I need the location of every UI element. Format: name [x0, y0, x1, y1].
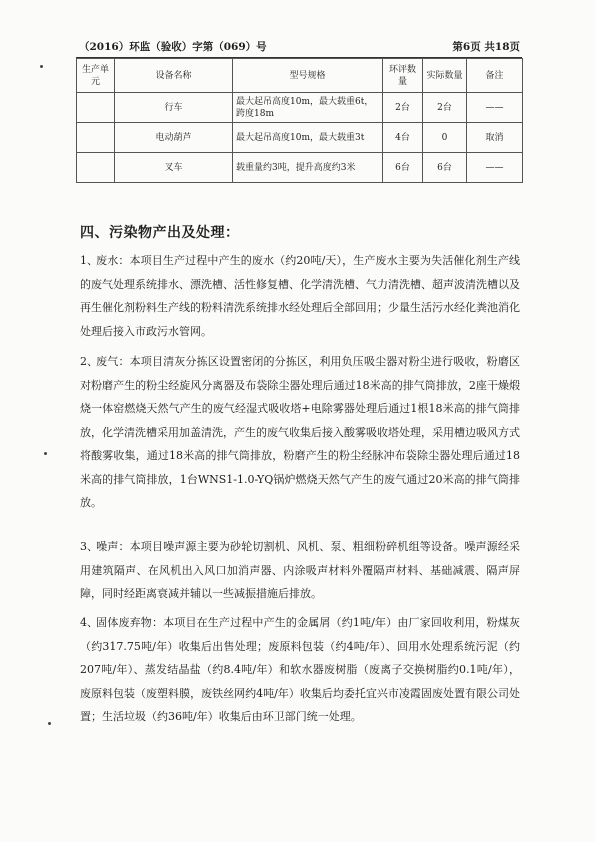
- cell-note: ——: [467, 153, 523, 183]
- cell-planned: 4台: [383, 123, 423, 153]
- column-header-actual: 实际数量: [423, 59, 467, 93]
- table-row: [77, 153, 523, 183]
- paragraph-waste-gas: [80, 350, 520, 515]
- table-header-row: [77, 59, 523, 93]
- cell-spec: 最大起吊高度10m，最大载重6t，跨度18m: [233, 93, 383, 123]
- paragraph-solid-waste: [80, 611, 520, 729]
- table-row: [77, 93, 523, 123]
- paragraph-number: 1、: [80, 254, 98, 267]
- cell-unit: [77, 153, 115, 183]
- cell-planned: 2台: [383, 93, 423, 123]
- paragraph-noise: [80, 535, 520, 606]
- cell-name: 电动葫芦: [115, 123, 233, 153]
- cell-note: 取消: [467, 123, 523, 153]
- cell-note: ——: [467, 93, 523, 123]
- cell-unit: [77, 93, 115, 123]
- cell-name: 叉车: [115, 153, 233, 183]
- cell-planned: 6台: [383, 153, 423, 183]
- paragraph-number: 2、: [80, 355, 98, 368]
- cell-name: 行车: [115, 93, 233, 123]
- cell-actual: 0: [423, 123, 467, 153]
- table-row: [77, 123, 523, 153]
- paragraph-wastewater: [80, 249, 520, 343]
- paragraph-number: 4、: [80, 616, 98, 629]
- paragraph-number: 3、: [80, 540, 98, 553]
- scan-speck: [44, 452, 47, 455]
- paragraph-text: 固体废弃物：本项目在生产过程中产生的金属屑（约1吨/年）由厂家回收利用，粉煤灰（约317.75吨/年）收集后出售处理；废原料包装（约4吨/年）、回用水处理系统污泥（约207吨/年）、蒸发结晶盐（约8.4吨/年）和软水器废树脂（废离子交换树脂约0.1吨/年），废原料包装（废塑料膜，废铁丝网约4吨/年）收集后均委托宜兴市凌霞固废处置有限公司处置；生活垃圾（约36吨/年）收集后由环卫部门统一处理。: [80, 616, 520, 723]
- scan-speck: [40, 65, 43, 68]
- page-header: [79, 37, 520, 53]
- page-number: 第6页 共18页: [452, 41, 520, 53]
- cell-spec: 载重量约3吨，提升高度约3米: [233, 153, 383, 183]
- column-header-name: 设备名称: [115, 59, 233, 93]
- equipment-table: [76, 58, 523, 183]
- paragraph-text: 废水：本项目生产过程中产生的废水（约20吨/天），生产废水主要为失活催化剂生产线的废气处理系统排水、漂洗槽、活性修复槽、化学清洗槽、气力清洗槽、超声波清洗槽以及再生催化剂粉料生产线的粉料清洗系统排水经处理后全部回用；少量生活污水经化粪池消化处理后接入市政污水管网。: [80, 254, 520, 338]
- column-header-unit: 生产单元: [77, 59, 115, 93]
- paragraph-text: 废气：本项目清灰分拣区设置密闭的分拣区，利用负压吸尘器对粉尘进行吸收，粉磨区对粉磨产生的粉尘经旋风分离器及布袋除尘器处理后通过18米高的排气筒排放，2座干燥煅烧一体窑燃烧天然气产生的废气经湿式吸收塔+电除雾器处理后通过1根18米高的排气筒排放，化学清洗槽采用加盖清洗，产生的废气收集后接入酸雾吸收塔处理，采用槽边吸风方式将酸雾收集，通过18米高的排气筒排放，粉磨产生的粉尘经脉冲布袋除尘器处理后通过18米高的排气筒排放，1台WNS1-1.0-YQ锅炉燃烧天然气产生的废气通过20米高的排气筒排放。: [80, 355, 520, 509]
- cell-unit: [77, 123, 115, 153]
- column-header-spec: 型号规格: [233, 59, 383, 93]
- scan-speck: [48, 722, 51, 725]
- cell-actual: 2台: [423, 93, 467, 123]
- paragraph-text: 噪声：本项目噪声源主要为砂轮切割机、风机、泵、粗细粉碎机组等设备。噪声源经采用建筑隔声、在风机出入风口加消声器、内涂吸声材料外覆隔声材料、基础减震、隔声屏障，同时经距离衰减并辅以一些减振措施后排放。: [80, 540, 520, 600]
- document-number: （2016）环监（验收）字第（069）号: [79, 41, 267, 53]
- column-header-planned: 环评数量: [383, 59, 423, 93]
- column-header-note: 备注: [467, 59, 523, 93]
- cell-actual: 6台: [423, 153, 467, 183]
- section-heading: 四、污染物产出及处理：: [80, 225, 240, 241]
- cell-spec: 最大起吊高度10m，最大载重3t: [233, 123, 383, 153]
